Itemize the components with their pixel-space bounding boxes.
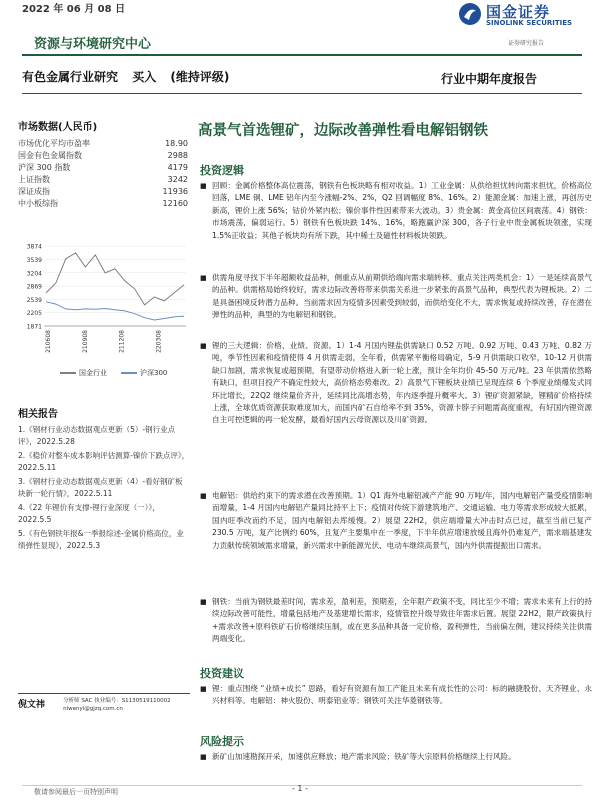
rating-note: (维持评级): [170, 70, 230, 84]
related-reports-title: 相关报告: [18, 409, 58, 420]
industry-rating-line: [22, 68, 239, 85]
y-tick-label: 2205: [26, 310, 42, 318]
chart-legend: [60, 368, 167, 378]
legend-item: 国金行业: [60, 368, 107, 378]
review-paragraph: ■ 回顾：金属价格整体高位震荡，钢铁有色板块略有相对收益。1）工业金属：从供给担忧转向需求担忧，价格高位回落，LME 铜、LME 铝年内至今涨幅-2%、2%，Q2 回调幅度 8%、16%。2）能源金属：加速上涨，再创历史新高，锂价上涨 56%；钴价外紧内松；镍价事件性因素带来大波动。3）贵金属：黄金高位区间震荡。4）钢铁：市场震荡，偏弱运行。5）钢铁有色板块跌 14%、16%，略跑赢沪深 300，各子行业中贵金属板块领涨，实现 1.5%正收益；其他子板块均有所下跌，其中稀土及磁性材料板块领跌。: [200, 180, 592, 242]
market-data-panel: [18, 118, 188, 210]
index-chart: [18, 240, 190, 380]
analyst-name: 倪文祎: [18, 700, 46, 710]
analyst-sac: 分析师 SAC 执业编号：S1130519110002: [63, 698, 171, 704]
advice-paragraph: ■ 锂：重点围绕 “业绩+成长” 思路，看好有资源有加工产能且未来有成长性的公司：标的融捷股份、天齐锂业、永兴材料等。电解铝：神火股份、明泰铝业等；钢铁可关注华菱钢铁等。: [200, 683, 592, 708]
brand-name-cn: 国金证券: [486, 3, 551, 21]
related-report-link[interactable]: 4.《22 年锂价有支撑-锂行业深度（一）》，2022.5.5: [18, 503, 160, 524]
aluminum-paragraph: ■ 电解铝：供给约束下的需求潜在改善预期。1）Q1 海外电解铝减产产能 90 万吨/年，国内电解铝产量受疫情影响而增量，1-4 月国内电解铝产量同比持平上下；疫情对传统下游建筑地产、交通运输、电力等需求形成较大抵累，国内旺季改而约不足，国内电解铝去库缓慢。2）展望 22H2，供应端增量大冲击时点已过，截至当前已复产 230.5 万吨，复产比例约 60%，且复产主要集中在一季度，下半年供应增速放缓且海外仍难复产，需求端基建发力贡献传统领域需求增量，新兴需求中新能源光伏、电动车继续高景气，国内外供需提振出口需求。: [200, 490, 592, 552]
related-reports: [18, 405, 190, 554]
series-line-1: [46, 302, 184, 320]
legend-item: 沪深300: [121, 368, 167, 378]
market-data-title: 市场数据(人民币): [18, 122, 98, 133]
report-type: 行业中期年度报告: [441, 72, 538, 86]
analyst-email[interactable]: niwenyi@gjzq.com.cn: [63, 706, 123, 712]
brand-name-en: SINOLINK SECURITIES: [486, 19, 573, 27]
analyst-info: [63, 697, 171, 713]
legend-swatch: [60, 372, 76, 374]
footer-disclaimer: 敬请参阅最后一页特别声明: [34, 788, 118, 796]
market-row: 深证成指 11936: [18, 187, 188, 196]
brand-logo-icon: [458, 2, 482, 26]
market-row: 沪深 300 指数 4179: [18, 163, 188, 172]
section-title-logic: 投资逻辑: [200, 164, 244, 177]
rating-label: 买入: [132, 70, 157, 84]
report-date: 2022 年 06 月 08 日: [22, 4, 126, 15]
market-row: 国金有色金属指数 2988: [18, 151, 188, 160]
y-tick-label: 3874: [26, 243, 42, 251]
x-tick-label: 210608: [45, 330, 52, 353]
y-tick-label: 3539: [26, 256, 42, 264]
page-number: - 1 -: [292, 784, 308, 793]
related-report-link[interactable]: 1.《钢材行业动态数据观点更新（5）-钢行业点评》，2022.5.28: [18, 425, 176, 446]
brand-logo: [458, 0, 598, 34]
related-report-link[interactable]: 5.《有色钢铁年报&一季报综述-金属价格高位，业绩弹性显现》，2022.5.3: [18, 529, 184, 550]
related-report-link[interactable]: 3.《钢材行业动态数据观点更新（4）-看好钢矿板块新一轮行情》，2022.5.11: [18, 477, 183, 498]
section-title-risk: 风险提示: [200, 735, 244, 748]
legend-swatch: [121, 372, 137, 374]
steel-paragraph: ■ 钢铁：当前为钢铁最差时间，需求差，盈利差，预期差，全年限产政策不变，同比至少不增；需求未来有上行的持续边际改善可能性，增量包括地产及基建增长需求，疫情管控升级导致往年需求后置。展望 22H2，限产政策执行+需求改善+原料铁矿石价格继续压制，或在更多品种具备一定价格，盈利弹性，当前偏左侧，建议持续关注供需两端变化。: [200, 596, 592, 646]
report-headline: 高景气首选锂矿，边际改善弹性看电解铝钢铁: [198, 123, 488, 139]
related-report-link[interactable]: 2.《稳价对整车成本影响评估测算-镍价下跌点评》，2022.5.11: [18, 451, 190, 472]
series-line-0: [46, 253, 184, 305]
lithium-paragraph: ■ 锂的三大逻辑：价格、业绩、资源。1）1-4 月国内锂盐供需缺口 0.52 万吨、0.92 万吨、0.43 万吨、0.82 万吨，季节性因素和疫情使得 4 月供需走弱，全年看，供需紧平衡格局确定，5-9 月供需缺口收窄，10-12 月供需缺口加剧，需求恢复或超预期，有望带动价格进入新一轮上涨，预计全年均价 45-50 万元/吨。23 年供需依然略有缺口，但项目投产不确定性较大，高价格态势难改。2）高景气下锂板块业绩已呈现连续 6 个季度业绩爆发式同环比增长，22Q2 继续量价齐升，延续同比高增态势，年内逐季提升概率大。3）锂矿资源紧缺，锂精矿价格持续上涨，全球优质资源获取难度加大，而国内矿石自给率不到 35%，资源卡脖子问题需高度重视，有好国内锂资源自主可控逻辑的再一轮发酵，最看好国内云母资源以及川矿资源。: [200, 340, 592, 427]
x-tick-label: 211208: [118, 330, 126, 353]
subheader-divider: [22, 93, 582, 94]
market-row: 上证指数 3242: [18, 175, 188, 184]
x-tick-label: 220308: [155, 330, 163, 353]
market-row: 中小板综指 12160: [18, 199, 188, 208]
analyst-block: [18, 693, 190, 716]
section-title-advice: 投资建议: [200, 667, 244, 680]
industry-label: 有色金属行业研究: [22, 70, 119, 84]
y-tick-label: 2869: [26, 283, 42, 291]
research-center: 资源与环境研究中心: [34, 37, 152, 52]
y-tick-label: 2539: [26, 296, 42, 304]
risk-paragraph: ■ 新矿山加速勘探开采，加速供应释放；地产需求风险；铁矿等大宗原料价格继续上行风险。: [200, 751, 592, 763]
y-tick-label: 3204: [26, 270, 42, 278]
market-row: 市场优化平均市盈率 18.90: [18, 139, 188, 148]
y-tick-label: 1871: [26, 323, 42, 331]
x-tick-label: 210908: [81, 330, 89, 353]
report-kind: 证券研究报告: [508, 40, 545, 47]
outlook-paragraph: ■ 供需角度寻找下半年超额收益品种，侧重点从前期供给端向需求端转移。重点关注两类机会：1）一是延续高景气的品种。供需格局始终较好，需求边际改善将带来供需关系进一步紧张的高景气品种，典型代表为锂板块。2）二是具备困境反转潜力品种。当前需求因为疫情多因素受到较弱，而供给变化不大，需求恢复或持续改善，存在潜在弹性的品种，典型的为电解铝和钢铁。: [200, 272, 592, 322]
index-chart-svg: [18, 240, 190, 365]
header-divider: [22, 54, 582, 56]
